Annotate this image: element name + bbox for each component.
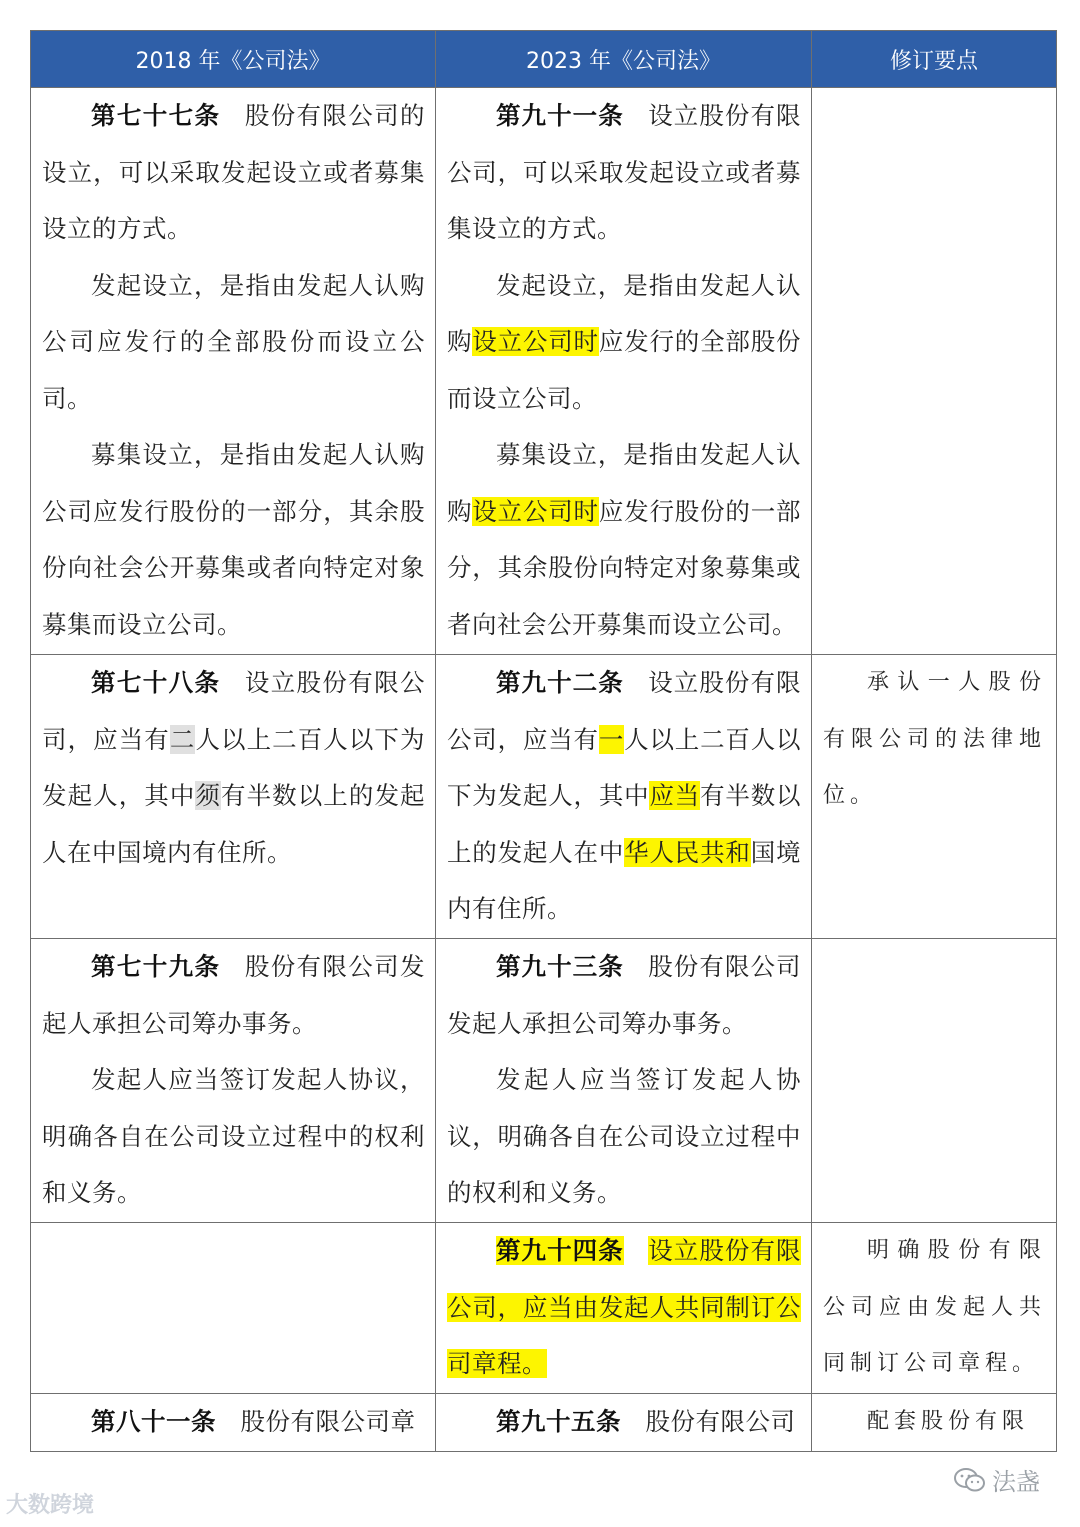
law-paragraph <box>42 1052 425 1222</box>
law-text: 发起人应当签订发起人协议，明确各自在公司设立过程中的权利和义务。 <box>42 1065 425 1207</box>
new-law-cell <box>436 1223 812 1394</box>
law-paragraph <box>42 939 425 1052</box>
law-text: 发起设立，是指由发起人认购公司应发行的全部股份而设立公司。 <box>42 270 425 413</box>
highlighted-text: 设立公司时 <box>472 327 599 356</box>
marked-text: 须 <box>195 781 222 810</box>
law-text: 应发行股份的一部分，其余股份向特定对象募集或者向社会公开募集而设立公司。 <box>447 496 802 639</box>
law-text: 股份有限公司章 <box>240 1407 416 1436</box>
law-text: 设立股份有限公司，应当有 <box>447 668 801 754</box>
revision-point-cell <box>812 1223 1057 1394</box>
table-row <box>31 1223 1057 1394</box>
law-paragraph <box>447 258 801 428</box>
highlighted-text: 设立股份有限公司，应当由发起人共同制订公司章程。 <box>447 1236 801 1378</box>
law-paragraph <box>42 1394 425 1451</box>
table-row <box>31 88 1057 655</box>
highlighted-text: 应当 <box>649 781 701 810</box>
law-paragraph <box>447 1052 801 1222</box>
law-text: 设立股份有限公司，应当有 <box>42 668 426 754</box>
law-paragraph <box>447 655 801 938</box>
article-number: 第九十三条 <box>496 952 624 981</box>
law-comparison-table <box>30 30 1057 1452</box>
highlighted-text: 一 <box>598 724 625 754</box>
header-revision-points: 修订要点 <box>812 31 1057 88</box>
law-paragraph <box>42 88 425 258</box>
law-paragraph <box>447 1223 801 1393</box>
watermark-right-text: 法盏 <box>992 1468 1040 1496</box>
old-law-cell <box>31 655 436 939</box>
article-number: 第八十一条 <box>91 1407 216 1436</box>
marked-text: 二 <box>169 724 196 754</box>
law-paragraph <box>447 427 801 653</box>
law-text: 股份有限公司发起人承担公司筹办事务。 <box>42 952 426 1038</box>
new-law-cell <box>436 655 812 939</box>
revision-point-text: 明确股份有限公司应由发起人共同制订公司章程。 <box>823 1238 1046 1376</box>
law-text: 应发行的全部股份而设立公司。 <box>447 327 802 413</box>
revision-point-cell <box>812 88 1057 655</box>
law-paragraph <box>42 427 425 653</box>
old-law-cell <box>31 1394 436 1452</box>
table-row <box>31 939 1057 1223</box>
law-text: 募集设立，是指由发起人认购公司应发行股份的一部分，其余股份向社会公开募集或者向特定对象募集而设立公司。 <box>42 440 425 639</box>
law-text: 人以上二百人以下为发起人，其中 <box>42 724 426 810</box>
article-number: 第九十四条 <box>496 1236 624 1265</box>
wechat-icon <box>954 1467 986 1493</box>
revision-point-text: 承认一人股份有限公司的法律地位。 <box>823 670 1046 808</box>
header-2018: 2018 年《公司法》 <box>31 31 436 88</box>
law-text: 人以上二百人以下为发起人，其中 <box>447 724 802 810</box>
article-number: 第九十一条 <box>496 101 624 130</box>
watermark-left: 大数跨境 <box>6 1493 95 1518</box>
article-number: 第七十七条 <box>91 101 221 130</box>
new-law-cell <box>436 939 812 1223</box>
law-paragraph <box>447 1394 801 1451</box>
law-text: 设立股份有限公司，可以采取发起设立或者募集设立的方式。 <box>447 101 801 243</box>
old-law-cell <box>31 939 436 1223</box>
law-paragraph <box>447 939 801 1052</box>
law-text: 有半数以上的发起人在中 <box>447 781 802 867</box>
table-row <box>31 655 1057 939</box>
highlighted-text: 设立公司时 <box>472 496 599 526</box>
law-text: 发起人应当签订发起人协议，明确各自在公司设立过程中的权利和义务。 <box>447 1065 801 1207</box>
new-law-cell <box>436 1394 812 1452</box>
law-text: 有半数以上的发起人在中国境内有住所。 <box>42 781 426 867</box>
article-number: 第七十八条 <box>91 668 221 697</box>
article-number: 第七十九条 <box>91 952 221 981</box>
law-text: 股份有限公司发起人承担公司筹办事务。 <box>447 952 801 1038</box>
article-number: 第九十二条 <box>496 668 624 697</box>
new-law-cell <box>436 88 812 655</box>
revision-point-cell <box>812 939 1057 1223</box>
revision-point-text: 配套股份有限 <box>867 1409 1030 1434</box>
old-law-cell <box>31 1223 436 1394</box>
law-paragraph <box>42 655 425 881</box>
table-row <box>31 1394 1057 1452</box>
law-paragraph <box>42 258 425 428</box>
law-text: 股份有限公司的设立，可以采取发起设立或者募集设立的方式。 <box>42 101 426 243</box>
revision-point-cell <box>812 1394 1057 1452</box>
law-text: 股份有限公司 <box>645 1407 796 1436</box>
old-law-cell <box>31 88 436 655</box>
law-text: 国境内有住所。 <box>447 837 802 923</box>
table-header-row <box>31 31 1057 88</box>
law-paragraph <box>447 88 801 258</box>
law-text: 募集设立，是指由发起人认购 <box>447 440 801 526</box>
header-2023: 2023 年《公司法》 <box>436 31 812 88</box>
article-number: 第九十五条 <box>496 1407 621 1436</box>
law-text: 发起设立，是指由发起人认购 <box>447 270 801 356</box>
watermark-right <box>954 1462 1040 1497</box>
revision-point-cell <box>812 655 1057 939</box>
highlighted-text: 华人民共和 <box>624 837 751 867</box>
